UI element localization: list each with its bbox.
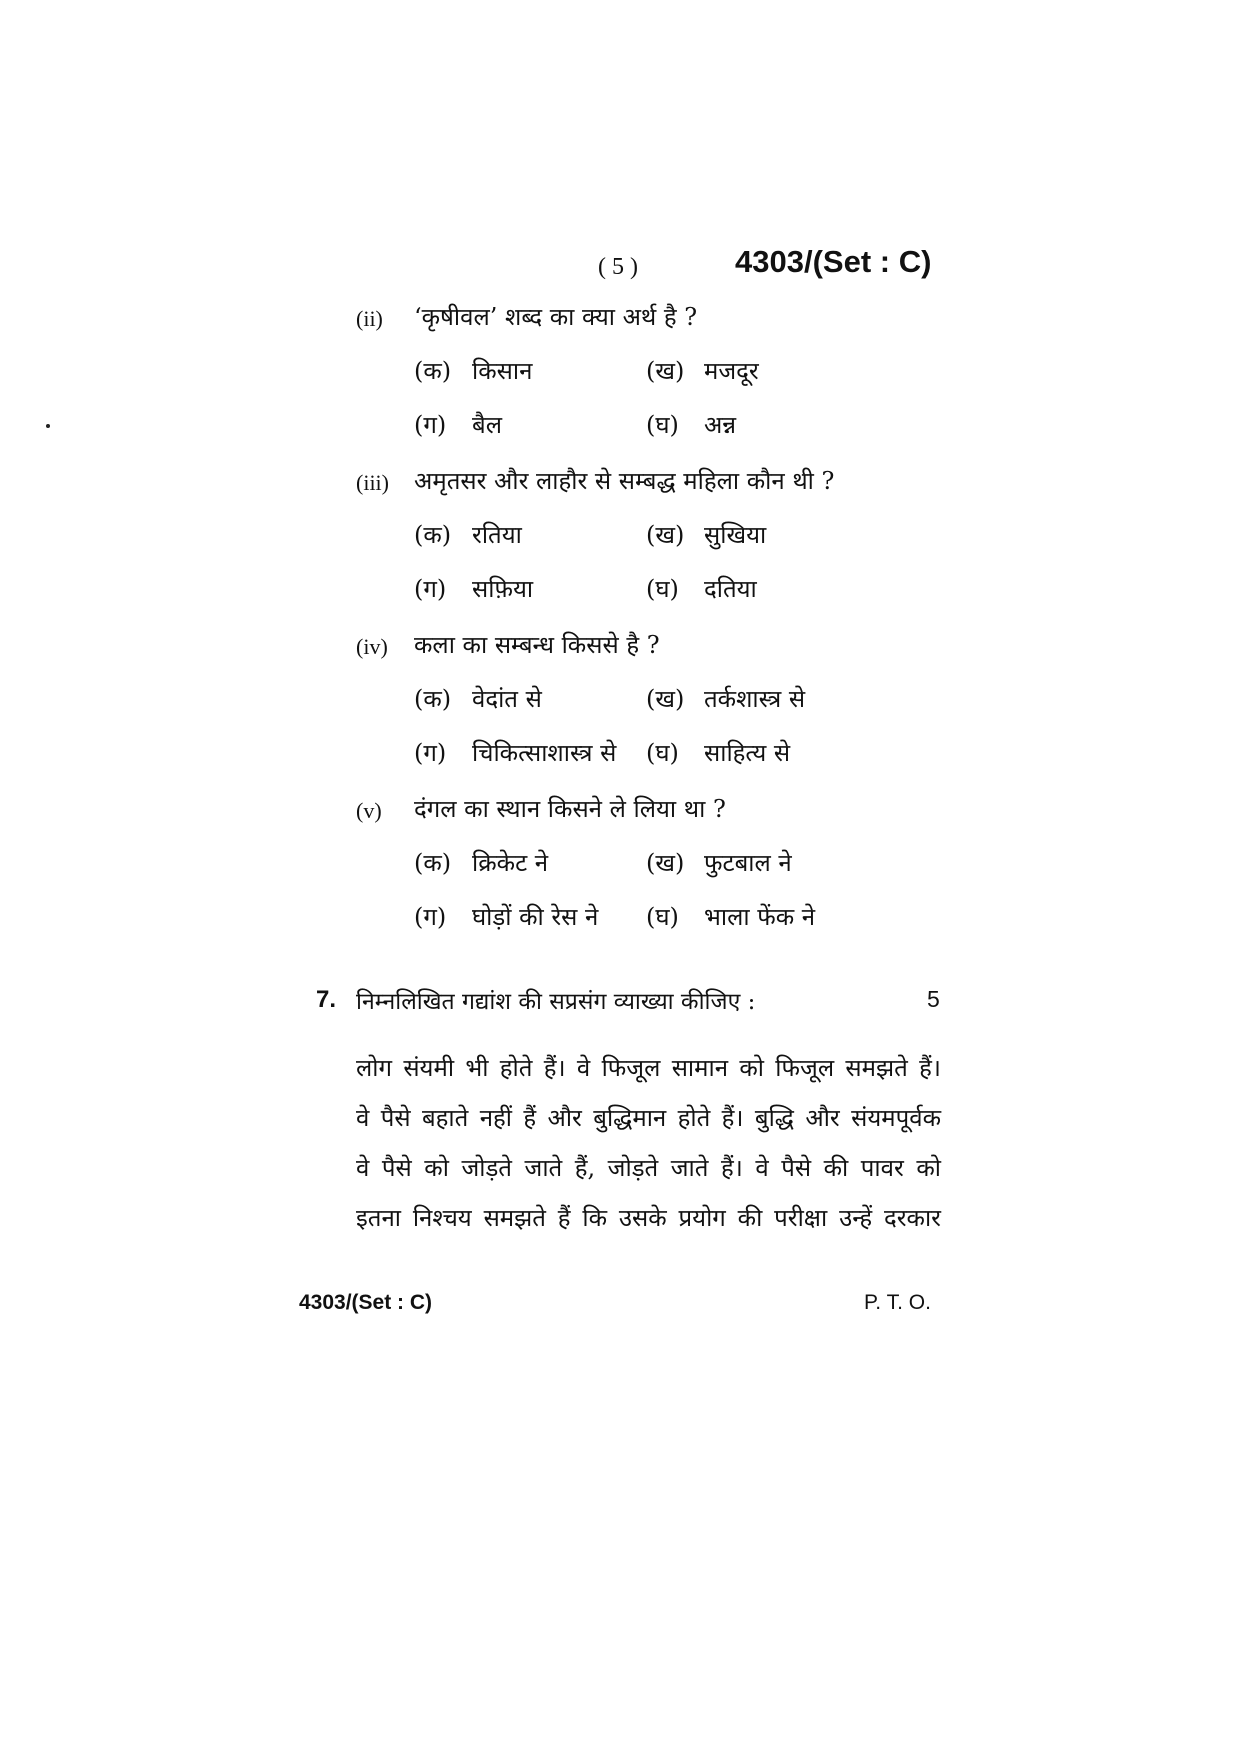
page-number: ( 5 ) [598, 254, 638, 280]
question-7-text: निम्नलिखित गद्यांश की सप्रसंग व्याख्या कीजिए : [356, 989, 756, 1015]
question-number: (iv) [356, 634, 388, 659]
option-label: (ग) [414, 411, 447, 439]
option-text: रतिया [472, 521, 522, 549]
question-number: (ii) [356, 306, 383, 331]
option-label: (घ) [646, 739, 679, 767]
option-text: दतिया [704, 575, 757, 603]
option-text: भाला फेंक ने [704, 903, 816, 931]
option-text: साहित्य से [704, 739, 791, 767]
question-number: (iii) [356, 470, 389, 495]
question-text: दंगल का स्थान किसने ले लिया था ? [414, 795, 726, 823]
option-text: सफ़िया [472, 575, 534, 603]
question-7-number: 7. [316, 986, 337, 1013]
paper-code-header: 4303/(Set : C) [735, 244, 932, 279]
option-label: (क) [414, 685, 452, 713]
option-text: फुटबाल ने [704, 849, 792, 877]
passage-line: वे पैसे बहाते नहीं हैं और बुद्धिमान होते हैं। बुद्धि और संयमपूर्वक [356, 1104, 941, 1132]
option-text: अन्न [704, 411, 737, 439]
option-label: (ख) [646, 521, 685, 549]
option-text: बैल [472, 411, 502, 439]
stray-dot [46, 424, 50, 428]
option-label: (घ) [646, 903, 679, 931]
option-label: (ख) [646, 849, 685, 877]
passage [356, 1043, 941, 1243]
question-text: ‘कृषीवल’ शब्द का क्या अर्थ है ? [414, 303, 698, 331]
option-label: (ग) [414, 903, 447, 931]
option-label: (क) [414, 357, 452, 385]
option-label: (ख) [646, 685, 685, 713]
passage-line: लोग संयमी भी होते हैं। वे फिजूल सामान को फिजूल समझते हैं। [356, 1054, 941, 1082]
option-text: मजदूर [704, 357, 759, 385]
option-label: (क) [414, 521, 452, 549]
pto-label: P. T. O. [864, 1291, 931, 1314]
option-text: क्रिकेट ने [472, 849, 549, 877]
option-label: (घ) [646, 575, 679, 603]
option-text: वेदांत से [472, 685, 542, 713]
question-text: कला का सम्बन्ध किससे है ? [414, 631, 660, 659]
option-text: किसान [472, 357, 533, 385]
question-number: (v) [356, 798, 382, 823]
option-label: (ख) [646, 357, 685, 385]
question-7-marks: 5 [927, 986, 940, 1012]
passage-line: वे पैसे को जोड़ते जाते हैं, जोड़ते जाते हैं। वे पैसे की पावर को [356, 1154, 941, 1182]
option-text: तर्कशास्त्र से [704, 685, 806, 713]
option-text: चिकित्साशास्त्र से [472, 739, 617, 767]
option-label: (क) [414, 849, 452, 877]
option-label: (घ) [646, 411, 679, 439]
option-label: (ग) [414, 739, 447, 767]
paper-code-footer: 4303/(Set : C) [299, 1291, 433, 1314]
option-label: (ग) [414, 575, 447, 603]
option-text: घोड़ों की रेस ने [472, 903, 599, 931]
question-text: अमृतसर और लाहौर से सम्बद्ध महिला कौन थी ? [414, 467, 835, 495]
passage-line: इतना निश्चय समझते हैं कि उसके प्रयोग की परीक्षा उन्हें दरकार [356, 1204, 941, 1232]
option-text: सुखिया [704, 521, 767, 549]
